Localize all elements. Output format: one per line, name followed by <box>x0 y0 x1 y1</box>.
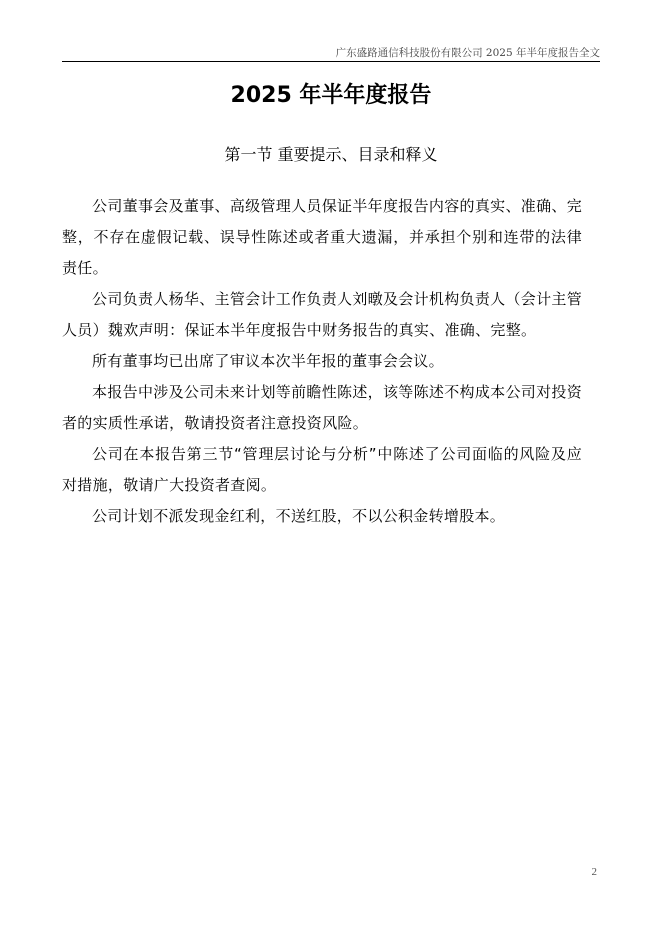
paragraph-board-guarantee: 公司董事会及董事、高级管理人员保证半年度报告内容的真实、准确、完整，不存在虚假记载、误导性陈述或者重大遗漏，并承担个别和连带的法律责任。 <box>62 197 582 277</box>
important-notice-body <box>62 191 582 532</box>
paragraph-responsible-persons: 公司负责人杨华、主管会计工作负责人刘暾及会计机构负责人（会计主管人员）魏欢声明：保证本半年度报告中财务报告的真实、准确、完整。 <box>62 290 582 339</box>
page-number: 2 <box>591 866 597 878</box>
header-divider <box>62 61 600 62</box>
running-header: 广东盛路通信科技股份有限公司 2025 年半年度报告全文 <box>335 47 600 59</box>
paragraph-forward-looking: 本报告中涉及公司未来计划等前瞻性陈述，该等陈述不构成本公司对投资者的实质性承诺，敬请投资者注意投资风险。 <box>62 383 582 432</box>
section-heading: 第一节 重要提示、目录和释义 <box>224 145 438 164</box>
paragraph-dividend-plan: 公司计划不派发现金红利，不送红股，不以公积金转增股本。 <box>92 507 506 525</box>
paragraph-board-attendance: 所有董事均已出席了审议本次半年报的董事会会议。 <box>92 352 444 370</box>
document-title: 2025 年半年度报告 <box>230 83 432 108</box>
paragraph-risk-reference: 公司在本报告第三节“管理层讨论与分析”中陈述了公司面临的风险及应对措施，敬请广大投资者查阅。 <box>62 445 582 494</box>
